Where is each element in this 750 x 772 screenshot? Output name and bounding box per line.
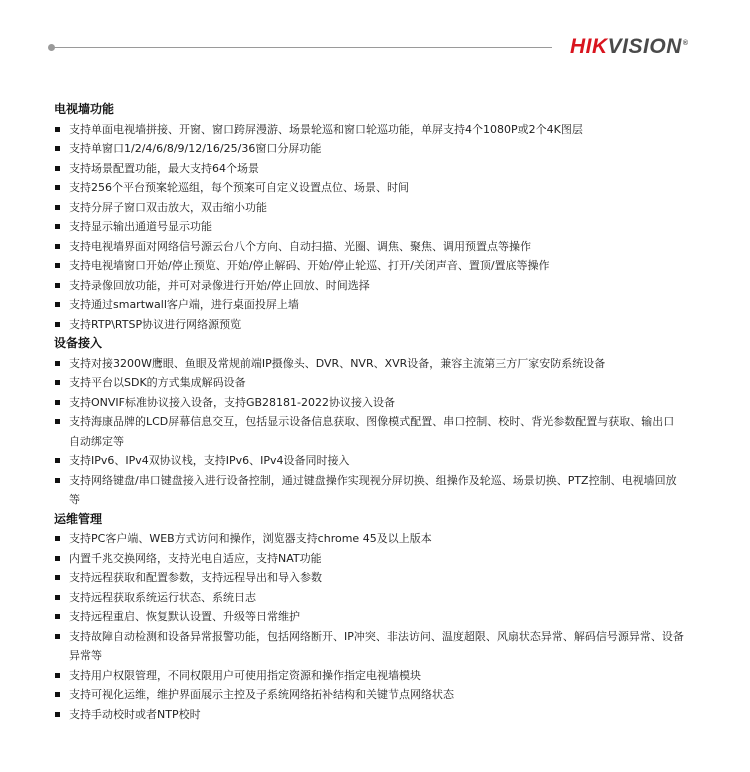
list-item: 支持远程获取和配置参数，支持远程导出和导入参数 (54, 568, 684, 588)
list-item: 支持用户权限管理，不同权限用户可使用指定资源和操作指定电视墙模块 (54, 666, 684, 686)
list-item: 支持单窗口1/2/4/6/8/9/12/16/25/36窗口分屏功能 (54, 139, 684, 159)
list-item: 支持海康品牌的LCD屏幕信息交互，包括显示设备信息获取、图像模式配置、串口控制、校时、背光参数配置与获取、输出口自动绑定等 (54, 412, 684, 451)
header-rule (52, 47, 552, 48)
logo-vision-text: VISION (607, 35, 682, 58)
logo-hik-text: HIK (570, 35, 608, 58)
list-item: 支持远程重启、恢复默认设置、升级等日常维护 (54, 607, 684, 627)
list-item: 支持故障自动检测和设备异常报警功能，包括网络断开、IP冲突、非法访问、温度超限、风扇状态异常、解码信号源异常、设备异常等 (54, 627, 684, 666)
list-item: 支持可视化运维，维护界面展示主控及子系统网络拓补结构和关键节点网络状态 (54, 685, 684, 705)
list-item: 支持分屏子窗口双击放大，双击缩小功能 (54, 198, 684, 218)
list-item: 支持IPv6、IPv4双协议栈，支持IPv6、IPv4设备同时接入 (54, 451, 684, 471)
list-item: 内置千兆交换网络，支持光电自适应，支持NAT功能 (54, 549, 684, 569)
section-title-ops-management: 运维管理 (54, 511, 103, 526)
list-item: 支持PC客户端、WEB方式访问和操作，浏览器支持chrome 45及以上版本 (54, 529, 684, 549)
section-title-tv-wall: 电视墙功能 (54, 102, 115, 116)
list-item: 支持单面电视墙拼接、开窗、窗口跨屏漫游、场景轮巡和窗口轮巡功能，单屏支持4个1080P或2个4K图层 (54, 120, 684, 140)
list-item: 支持平台以SDK的方式集成解码设备 (54, 373, 684, 393)
section-title-device-access: 设备接入 (54, 336, 103, 350)
list-item: 支持录像回放功能，并可对录像进行开始/停止回放、时间选择 (54, 276, 684, 296)
feature-list-device-access (54, 354, 684, 510)
list-item: 支持256个平台预案轮巡组，每个预案可自定义设置点位、场景、时间 (54, 178, 684, 198)
feature-list-ops-management (54, 529, 684, 724)
list-item: 支持电视墙界面对网络信号源云台八个方向、自动扫描、光圈、调焦、聚焦、调用预置点等操作 (54, 237, 684, 257)
list-item: 支持手动校时或者NTP校时 (54, 705, 684, 725)
list-item: 支持电视墙窗口开始/停止预览、开始/停止解码、开始/停止轮巡、打开/关闭声音、置顶/置底等操作 (54, 256, 684, 276)
list-item: 支持ONVIF标准协议接入设备，支持GB28181-2022协议接入设备 (54, 393, 684, 413)
list-item: 支持显示输出通道号显示功能 (54, 217, 684, 237)
list-item: 支持对接3200W鹰眼、鱼眼及常规前端IP摄像头、DVR、NVR、XVR设备，兼容主流第三方厂家安防系统设备 (54, 354, 684, 374)
list-item: 支持网络键盘/串口键盘接入进行设备控制，通过键盘操作实现视分屏切换、组操作及轮巡、场景切换、PTZ控制、电视墙回放等 (54, 471, 684, 510)
list-item: 支持通过smartwall客户端，进行桌面投屏上墙 (54, 295, 684, 315)
hikvision-logo (570, 34, 689, 60)
logo-registered-mark: ® (682, 40, 689, 47)
list-item: 支持场景配置功能，最大支持64个场景 (54, 159, 684, 179)
feature-list-tv-wall (54, 120, 684, 335)
feature-content (54, 100, 684, 724)
list-item: 支持RTP\RTSP协议进行网络源预览 (54, 315, 684, 335)
list-item: 支持远程获取系统运行状态、系统日志 (54, 588, 684, 608)
